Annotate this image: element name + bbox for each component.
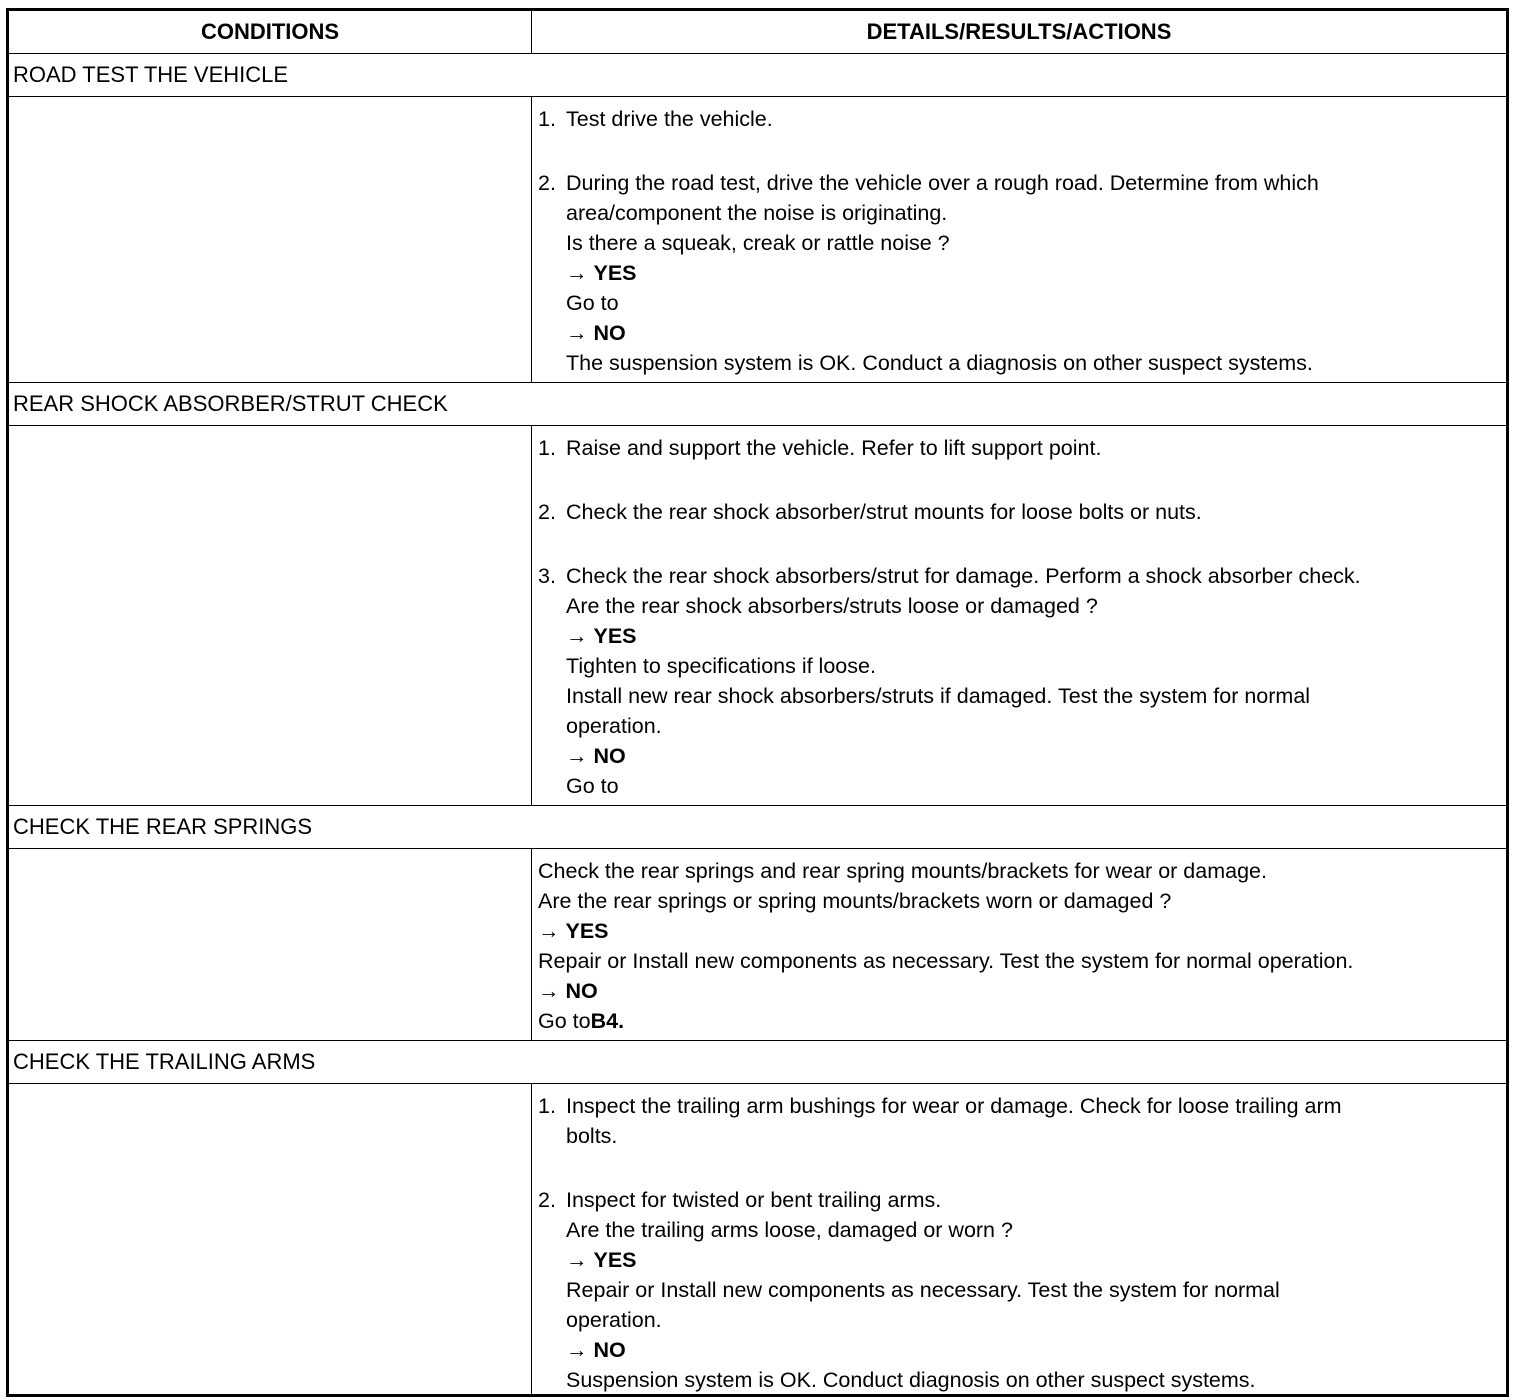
- step-item: [538, 1185, 1498, 1395]
- diagnostic-table: [6, 8, 1509, 1397]
- arrow-right-icon: →: [538, 979, 560, 1003]
- section-title: CHECK THE TRAILING ARMS: [13, 1049, 316, 1074]
- arrow-right-icon: →: [566, 321, 588, 345]
- no-action: Go toB4.: [538, 1009, 625, 1033]
- step-item: [538, 497, 1498, 527]
- section-title: ROAD TEST THE VEHICLE: [13, 62, 289, 87]
- header-details: DETAILS/RESULTS/ACTIONS: [866, 19, 1172, 44]
- header-conditions: CONDITIONS: [200, 19, 340, 44]
- yes-action: Repair or Install new components as necessary. Test the system for normal: [566, 1278, 1280, 1302]
- section-detail-row: [9, 425, 1506, 805]
- step-number: 2.: [538, 171, 556, 195]
- step-text: Check the rear shock absorber/strut mounts for loose bolts or nuts.: [566, 500, 1202, 524]
- no-action: Suspension system is OK. Conduct diagnosis on other suspect systems.: [566, 1368, 1256, 1392]
- arrow-right-icon: →: [566, 1338, 588, 1362]
- table-header-row: [9, 11, 1506, 53]
- step-item: [538, 561, 1498, 801]
- step-item: [538, 1091, 1498, 1151]
- yes-result: → YES: [566, 1248, 637, 1272]
- details-cell: [538, 1091, 1498, 1395]
- section-title: CHECK THE REAR SPRINGS: [13, 814, 313, 839]
- step-reference: B4.: [590, 1009, 625, 1033]
- step-text: Inspect for twisted or bent trailing arms.: [566, 1188, 942, 1212]
- step-text: Check the rear shock absorbers/strut for damage. Perform a shock absorber check.: [566, 564, 1361, 588]
- no-result: → NO: [538, 979, 598, 1003]
- yes-action: operation.: [566, 714, 662, 738]
- no-result: → NO: [566, 1338, 626, 1362]
- arrow-right-icon: →: [566, 1248, 588, 1272]
- step-number: 3.: [538, 564, 556, 588]
- section-title-row: [9, 382, 1506, 425]
- yes-result: → YES: [566, 624, 637, 648]
- arrow-right-icon: →: [538, 919, 560, 943]
- arrow-right-icon: →: [566, 624, 588, 648]
- no-action: The suspension system is OK. Conduct a diagnosis on other suspect systems.: [566, 351, 1313, 375]
- yes-result: → YES: [538, 919, 609, 943]
- step-question: Are the rear shock absorbers/struts loose or damaged ?: [566, 594, 1098, 618]
- step-question: Are the rear springs or spring mounts/brackets worn or damaged ?: [538, 889, 1172, 913]
- step-item: [538, 104, 1498, 134]
- section-title: REAR SHOCK ABSORBER/STRUT CHECK: [13, 391, 448, 416]
- yes-result: → YES: [566, 261, 637, 285]
- section-detail-row: [9, 96, 1506, 382]
- step-number: 1.: [538, 1094, 556, 1118]
- section-detail-row: [9, 1083, 1506, 1394]
- step-number: 1.: [538, 436, 556, 460]
- yes-action: operation.: [566, 1308, 662, 1332]
- step-text: bolts.: [566, 1124, 618, 1148]
- step-text: Test drive the vehicle.: [566, 107, 773, 131]
- step-text: During the road test, drive the vehicle over a rough road. Determine from which: [566, 171, 1319, 195]
- step-number: 2.: [538, 1188, 556, 1212]
- arrow-right-icon: →: [566, 261, 588, 285]
- arrow-right-icon: →: [566, 744, 588, 768]
- step-text: Check the rear springs and rear spring mounts/brackets for wear or damage.: [538, 859, 1267, 883]
- step-text: area/component the noise is originating.: [566, 201, 948, 225]
- step-text: Inspect the trailing arm bushings for wear or damage. Check for loose trailing arm: [566, 1094, 1342, 1118]
- step-question: Are the trailing arms loose, damaged or worn ?: [566, 1218, 1013, 1242]
- step-question: Is there a squeak, creak or rattle noise ?: [566, 231, 950, 255]
- section-title-row: [9, 805, 1506, 848]
- yes-action: Tighten to specifications if loose.: [566, 654, 876, 678]
- section-detail-row: [9, 848, 1506, 1040]
- step-text: Raise and support the vehicle. Refer to lift support point.: [566, 436, 1102, 460]
- no-result: → NO: [566, 321, 626, 345]
- section-title-row: [9, 53, 1506, 96]
- step-number: 1.: [538, 107, 556, 131]
- yes-action: Install new rear shock absorbers/struts if damaged. Test the system for normal: [566, 684, 1311, 708]
- section-title-row: [9, 1040, 1506, 1083]
- step-item: [538, 168, 1498, 378]
- details-cell: [538, 104, 1498, 378]
- details-cell: [538, 856, 1498, 1036]
- step-number: 2.: [538, 500, 556, 524]
- details-cell: [538, 433, 1498, 801]
- yes-action: Go to: [566, 291, 619, 315]
- no-action: Go to: [566, 774, 619, 798]
- no-result: → NO: [566, 744, 626, 768]
- yes-action: Repair or Install new components as necessary. Test the system for normal operation.: [538, 949, 1354, 973]
- step-item: [538, 433, 1498, 463]
